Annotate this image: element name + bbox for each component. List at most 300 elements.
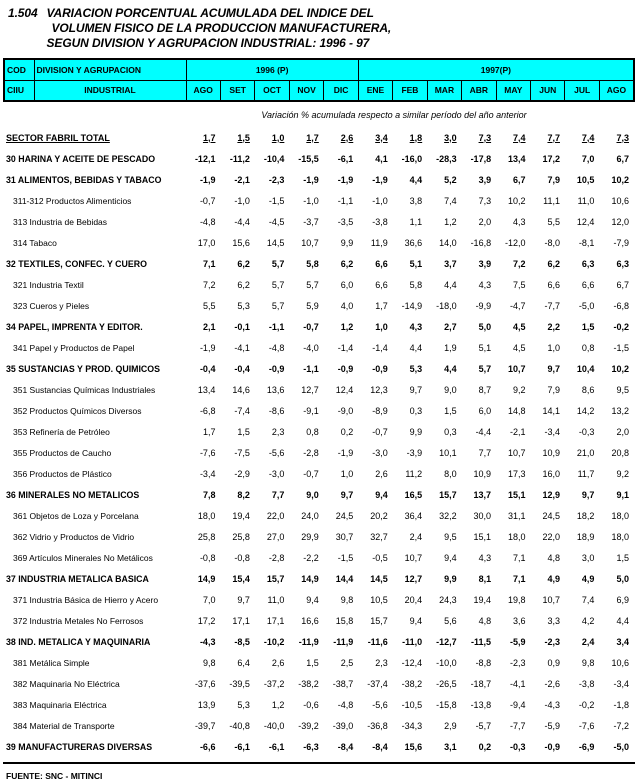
- value-cell: -0,2: [578, 699, 595, 710]
- value-cell: -8,4: [372, 741, 388, 752]
- value-cell: -11,5: [471, 636, 492, 647]
- value-cell: -13,8: [470, 699, 492, 710]
- value-cell: -2,2: [303, 552, 319, 563]
- row-label: 355 Productos de Caucho: [13, 447, 112, 458]
- value-cell: -8,1: [578, 237, 595, 248]
- row-label: 353 Refinería de Petróleo: [13, 426, 110, 437]
- value-cell: 11,1: [543, 195, 560, 206]
- value-cell: 24,5: [542, 510, 560, 521]
- table-row: [4, 358, 634, 379]
- value-cell: 17,3: [508, 468, 526, 479]
- value-cell: 12,3: [370, 384, 388, 395]
- value-cell: -6,8: [199, 405, 216, 416]
- value-cell: 29,9: [301, 531, 319, 542]
- table-number: 1.504: [8, 6, 38, 20]
- value-cell: 3,8: [409, 195, 423, 206]
- value-cell: -15,5: [298, 153, 319, 164]
- value-cell: 3,0: [581, 552, 595, 563]
- value-cell: 12,7: [301, 384, 319, 395]
- value-cell: 1,2: [271, 699, 285, 710]
- value-cell: -11,6: [367, 636, 388, 647]
- value-cell: 2,3: [271, 426, 285, 437]
- value-cell: 7,3: [478, 132, 492, 143]
- table-row: [4, 400, 634, 421]
- table-row: [4, 505, 634, 526]
- value-cell: -4,3: [199, 636, 216, 647]
- value-cell: 1,2: [340, 321, 354, 332]
- value-cell: 6,0: [340, 279, 354, 290]
- value-cell: 19,8: [508, 594, 526, 605]
- table-row: [4, 148, 634, 169]
- value-cell: 1,9: [444, 342, 457, 353]
- value-cell: -7,7: [544, 300, 560, 311]
- row-label: 30 HARINA Y ACEITE DE PESCADO: [6, 153, 156, 164]
- value-cell: 20,2: [370, 510, 388, 521]
- value-cell: 13,2: [611, 405, 629, 416]
- value-cell: 14,6: [232, 384, 250, 395]
- value-cell: 2,9: [444, 720, 457, 731]
- value-cell: 10,7: [542, 594, 560, 605]
- value-cell: 9,9: [409, 426, 423, 437]
- month-header-feb: FEB: [393, 80, 427, 101]
- value-cell: -38,2: [298, 678, 319, 689]
- table-row: [4, 547, 634, 568]
- value-cell: -0,3: [510, 741, 526, 752]
- value-cell: 18,0: [611, 531, 629, 542]
- value-cell: 9,4: [375, 489, 388, 500]
- value-cell: 9,5: [616, 384, 629, 395]
- value-cell: 10,4: [576, 363, 595, 374]
- value-cell: 21,0: [576, 447, 595, 458]
- value-cell: -1,9: [372, 174, 388, 185]
- value-cell: 1,7: [375, 300, 388, 311]
- value-cell: -1,1: [337, 195, 354, 206]
- row-label: 371 Industria Básica de Hierro y Acero: [13, 594, 159, 605]
- table-row: [4, 295, 634, 316]
- value-cell: 9,7: [581, 489, 595, 500]
- value-cell: -7,9: [613, 237, 629, 248]
- value-cell: 2,0: [616, 426, 629, 437]
- value-cell: 10,7: [508, 447, 526, 458]
- value-cell: 25,8: [197, 531, 216, 542]
- value-cell: 2,1: [202, 321, 216, 332]
- row-label: 313 Industria de Bebidas: [13, 216, 108, 227]
- value-cell: -0,5: [372, 552, 388, 563]
- value-cell: -37,4: [367, 678, 388, 689]
- value-cell: 5,0: [616, 573, 629, 584]
- value-cell: 24,5: [335, 510, 354, 521]
- value-cell: 2,6: [271, 657, 285, 668]
- month-header-ene: ENE: [358, 80, 392, 101]
- value-cell: 9,5: [444, 531, 457, 542]
- value-cell: 2,4: [409, 531, 423, 542]
- value-cell: -39,0: [332, 720, 354, 731]
- value-cell: 9,9: [444, 573, 457, 584]
- value-cell: -0,9: [268, 363, 285, 374]
- value-cell: 17,1: [232, 615, 250, 626]
- value-cell: 12,0: [611, 216, 629, 227]
- title-line-2: VOLUMEN FISICO DE LA PRODUCCION MANUFACTURERA,: [51, 21, 392, 35]
- table-row: [4, 379, 634, 400]
- value-cell: 18,2: [576, 510, 595, 521]
- table-row: [4, 442, 634, 463]
- value-cell: -1,8: [613, 699, 629, 710]
- year-1996-header: 1996 (P): [186, 59, 358, 80]
- value-cell: 4,5: [513, 342, 526, 353]
- value-cell: 9,2: [616, 468, 629, 479]
- value-cell: 2,4: [581, 636, 595, 647]
- value-cell: -3,7: [303, 216, 319, 227]
- row-label: 37 INDUSTRIA METALICA BASICA: [6, 573, 149, 584]
- value-cell: 32,2: [439, 510, 457, 521]
- row-label: 356 Productos de Plástico: [13, 468, 112, 479]
- month-header-ago-1996: AGO: [186, 80, 220, 101]
- value-cell: -38,2: [401, 678, 423, 689]
- value-cell: -1,5: [268, 195, 285, 206]
- value-cell: 6,2: [237, 279, 250, 290]
- value-cell: 14,0: [439, 237, 457, 248]
- value-cell: 10,6: [611, 657, 629, 668]
- value-cell: 19,4: [473, 594, 492, 605]
- value-cell: -1,0: [234, 195, 250, 206]
- value-cell: 3,4: [616, 636, 629, 647]
- row-label: 323 Cueros y Pieles: [13, 300, 90, 311]
- value-cell: 5,7: [271, 300, 285, 311]
- value-cell: 7,5: [513, 279, 526, 290]
- row-label: 38 IND. METALICA Y MAQUINARIA: [6, 636, 151, 647]
- value-cell: -2,3: [544, 636, 560, 647]
- value-cell: -40,8: [229, 720, 250, 731]
- value-cell: 7,2: [513, 258, 526, 269]
- value-cell: -10,5: [401, 699, 423, 710]
- value-cell: 14,1: [542, 405, 560, 416]
- value-cell: 1,5: [616, 552, 629, 563]
- value-cell: -1,9: [199, 174, 216, 185]
- value-cell: 10,9: [542, 447, 560, 458]
- value-cell: 25,8: [232, 531, 250, 542]
- value-cell: -0,6: [303, 699, 319, 710]
- value-cell: 5,7: [478, 363, 492, 374]
- value-cell: 9,8: [340, 594, 354, 605]
- value-cell: 1,0: [271, 132, 285, 143]
- table-row: [4, 232, 634, 253]
- row-label: 384 Material de Transporte: [13, 720, 115, 731]
- row-label: 321 Industria Textil: [13, 279, 84, 290]
- value-cell: -5,9: [544, 720, 560, 731]
- value-cell: -4,4: [475, 426, 492, 437]
- value-cell: -8,6: [268, 405, 285, 416]
- value-cell: -36,8: [367, 720, 388, 731]
- value-cell: 24,3: [439, 594, 457, 605]
- value-cell: 15,1: [473, 531, 492, 542]
- value-cell: 8,2: [237, 489, 250, 500]
- value-cell: 3,6: [513, 615, 526, 626]
- value-cell: 13,4: [197, 384, 216, 395]
- table-row: [4, 484, 634, 505]
- value-cell: -6,8: [613, 300, 629, 311]
- value-cell: -1,5: [613, 342, 629, 353]
- value-cell: 4,4: [616, 615, 629, 626]
- table-row: [4, 253, 634, 274]
- value-cell: 4,9: [581, 573, 595, 584]
- value-cell: -0,9: [337, 363, 354, 374]
- value-cell: 4,4: [444, 279, 457, 290]
- value-cell: -6,9: [578, 741, 595, 752]
- value-cell: -16,8: [470, 237, 492, 248]
- value-cell: 5,3: [237, 699, 250, 710]
- value-cell: -2,1: [234, 174, 250, 185]
- value-cell: 6,7: [616, 153, 629, 164]
- table-row: [4, 526, 634, 547]
- value-cell: -10,2: [263, 636, 285, 647]
- value-cell: -12,0: [505, 237, 526, 248]
- value-cell: -2,6: [544, 678, 560, 689]
- row-label: 383 Maquinaria Eléctrica: [13, 699, 107, 710]
- value-cell: 1,0: [375, 321, 388, 332]
- value-cell: -1,4: [337, 342, 354, 353]
- value-cell: 13,9: [197, 699, 216, 710]
- value-cell: 15,7: [370, 615, 388, 626]
- value-cell: -3,4: [613, 678, 629, 689]
- month-header-oct: OCT: [255, 80, 289, 101]
- value-cell: 7,4: [513, 132, 526, 143]
- value-cell: 4,3: [478, 552, 492, 563]
- value-cell: -8,4: [337, 741, 354, 752]
- value-cell: 10,2: [611, 174, 629, 185]
- value-cell: -0,7: [303, 468, 319, 479]
- value-cell: -0,3: [578, 426, 595, 437]
- value-cell: 1,0: [547, 342, 560, 353]
- value-cell: 10,2: [508, 195, 526, 206]
- value-cell: 30,7: [335, 531, 354, 542]
- value-cell: 4,4: [444, 363, 457, 374]
- value-cell: 8,6: [581, 384, 595, 395]
- value-cell: 1,5: [306, 657, 319, 668]
- value-cell: 11,9: [370, 237, 388, 248]
- value-cell: -8,0: [544, 237, 560, 248]
- value-cell: 18,0: [611, 510, 629, 521]
- value-cell: 6,2: [340, 258, 354, 269]
- value-cell: -7,6: [199, 447, 216, 458]
- value-cell: 12,4: [335, 384, 354, 395]
- value-cell: -5,7: [475, 720, 492, 731]
- value-cell: -0,8: [199, 552, 216, 563]
- value-cell: 4,5: [513, 321, 526, 332]
- value-cell: 2,5: [340, 657, 354, 668]
- value-cell: -7,2: [613, 720, 629, 731]
- value-cell: 15,7: [439, 489, 457, 500]
- value-cell: -1,4: [372, 342, 388, 353]
- value-cell: 4,8: [547, 552, 560, 563]
- value-cell: -12,7: [436, 636, 457, 647]
- value-cell: -18,0: [436, 300, 457, 311]
- value-cell: 5,1: [478, 342, 492, 353]
- value-cell: 9,4: [444, 552, 457, 563]
- value-cell: -1,1: [303, 363, 319, 374]
- value-cell: -11,9: [333, 636, 354, 647]
- value-cell: 6,2: [547, 258, 560, 269]
- value-cell: 3,0: [444, 132, 457, 143]
- value-cell: 3,7: [444, 258, 457, 269]
- value-cell: 5,7: [306, 279, 319, 290]
- value-cell: -12,4: [401, 657, 423, 668]
- value-cell: 14,9: [301, 573, 319, 584]
- value-cell: -5,6: [268, 447, 285, 458]
- value-cell: -11,9: [298, 636, 319, 647]
- value-cell: 10,7: [301, 237, 319, 248]
- value-cell: 7,7: [271, 489, 285, 500]
- value-cell: 2,6: [375, 468, 388, 479]
- value-cell: -6,1: [268, 741, 285, 752]
- value-cell: 1,7: [306, 132, 319, 143]
- value-cell: 6,7: [513, 174, 526, 185]
- value-cell: 6,7: [616, 279, 629, 290]
- value-cell: -0,8: [234, 552, 250, 563]
- value-cell: 5,6: [444, 615, 457, 626]
- row-label: 314 Tabaco: [13, 237, 57, 248]
- row-label: 351 Sustancias Químicas Industriales: [13, 384, 156, 395]
- value-cell: -4,1: [234, 342, 250, 353]
- value-cell: 7,3: [478, 195, 492, 206]
- year-1997-header: 1997(P): [358, 59, 634, 80]
- value-cell: 32,7: [370, 531, 388, 542]
- value-cell: 1,5: [237, 426, 250, 437]
- value-cell: 18,9: [576, 531, 595, 542]
- value-cell: -18,7: [470, 678, 492, 689]
- value-cell: 11,0: [267, 594, 285, 605]
- value-cell: -6,1: [234, 741, 250, 752]
- value-cell: 7,4: [581, 132, 595, 143]
- value-cell: -14,9: [401, 300, 423, 311]
- table-row: [4, 589, 634, 610]
- value-cell: -4,7: [510, 300, 526, 311]
- row-label: 311-312 Productos Alimenticios: [13, 195, 132, 206]
- table-note: Variación % acumulada respecto a similar período del año anterior: [261, 109, 527, 120]
- value-cell: -15,8: [436, 699, 457, 710]
- value-cell: -2,9: [234, 468, 250, 479]
- value-cell: 9,7: [547, 363, 560, 374]
- value-cell: -38,7: [332, 678, 354, 689]
- value-cell: -9,4: [510, 699, 526, 710]
- value-cell: 1,7: [202, 132, 216, 143]
- table-body: [4, 101, 634, 757]
- division-header: DIVISION Y AGRUPACION: [34, 59, 186, 80]
- value-cell: -8,9: [372, 405, 388, 416]
- value-cell: 0,9: [547, 657, 560, 668]
- value-cell: -39,5: [229, 678, 250, 689]
- value-cell: 10,1: [439, 447, 457, 458]
- value-cell: -2,8: [268, 552, 285, 563]
- industrial-header: INDUSTRIAL: [34, 80, 186, 101]
- value-cell: 9,2: [513, 384, 526, 395]
- value-cell: 9,8: [581, 657, 595, 668]
- value-cell: -9,0: [337, 405, 354, 416]
- month-header-jun: JUN: [531, 80, 565, 101]
- month-header-dic: DIC: [324, 80, 358, 101]
- value-cell: -0,9: [372, 363, 388, 374]
- value-cell: 14,9: [197, 573, 216, 584]
- value-cell: 6,6: [547, 279, 560, 290]
- value-cell: 10,5: [370, 594, 388, 605]
- value-cell: -8,5: [234, 636, 250, 647]
- month-header-abr: ABR: [462, 80, 496, 101]
- value-cell: 16,6: [301, 615, 319, 626]
- table-row: [4, 337, 634, 358]
- value-cell: -39,2: [298, 720, 319, 731]
- value-cell: 27,0: [266, 531, 285, 542]
- value-cell: -0,1: [234, 321, 250, 332]
- value-cell: 14,5: [266, 237, 285, 248]
- table-header: [4, 59, 634, 101]
- value-cell: -9,1: [303, 405, 319, 416]
- value-cell: 5,5: [547, 216, 560, 227]
- value-cell: 7,4: [581, 594, 595, 605]
- value-cell: 4,4: [409, 342, 423, 353]
- value-cell: 2,6: [340, 132, 354, 143]
- value-cell: 5,7: [271, 258, 285, 269]
- row-label: 369 Artículos Minerales No Metálicos: [13, 552, 153, 563]
- value-cell: 4,8: [478, 615, 492, 626]
- table-row: [4, 421, 634, 442]
- value-cell: 6,0: [478, 405, 492, 416]
- value-cell: 7,4: [444, 195, 457, 206]
- value-cell: 36,6: [404, 237, 423, 248]
- value-cell: 10,2: [611, 363, 629, 374]
- title-line-1: VARIACION PORCENTUAL ACUMULADA DEL INDICE DEL: [46, 6, 374, 20]
- value-cell: 24,0: [301, 510, 319, 521]
- ciiu-header: CIIU: [4, 80, 34, 101]
- row-label: 32 TEXTILES, CONFEC. Y CUERO: [6, 258, 147, 269]
- value-cell: 9,7: [237, 594, 250, 605]
- row-label: 36 MINERALES NO METALICOS: [6, 489, 140, 500]
- value-cell: 7,9: [547, 174, 560, 185]
- value-cell: -4,8: [199, 216, 216, 227]
- header-groups-row: [4, 59, 634, 80]
- value-cell: -16,0: [401, 153, 423, 164]
- value-cell: 17,0: [197, 237, 216, 248]
- value-cell: -1,0: [372, 195, 388, 206]
- table-row: [4, 631, 634, 652]
- value-cell: -34,3: [401, 720, 423, 731]
- value-cell: -5,9: [510, 636, 526, 647]
- value-cell: -1,1: [268, 321, 285, 332]
- table-row: [4, 274, 634, 295]
- value-cell: -1,9: [337, 174, 354, 185]
- table-footer: [3, 762, 635, 781]
- table-row: [4, 169, 634, 190]
- value-cell: 4,3: [478, 279, 492, 290]
- value-cell: 22,0: [266, 510, 285, 521]
- table-row: [4, 211, 634, 232]
- value-cell: 0,3: [409, 405, 423, 416]
- value-cell: 9,8: [202, 657, 216, 668]
- value-cell: 6,6: [375, 258, 388, 269]
- value-cell: 0,2: [478, 741, 492, 752]
- value-cell: 13,6: [266, 384, 285, 395]
- value-cell: -0,4: [199, 363, 216, 374]
- value-cell: 2,3: [375, 657, 388, 668]
- value-cell: -3,8: [578, 678, 595, 689]
- value-cell: 8,7: [478, 384, 492, 395]
- source-note: FUENTE: SNC - MITINCI: [6, 771, 103, 781]
- value-cell: 1,5: [237, 132, 250, 143]
- value-cell: 5,0: [478, 321, 492, 332]
- value-cell: 4,9: [547, 573, 560, 584]
- value-cell: 7,0: [581, 153, 595, 164]
- value-cell: -3,9: [406, 447, 423, 458]
- value-cell: 16,0: [542, 468, 560, 479]
- row-label: 39 MANUFACTURERAS DIVERSAS: [6, 741, 153, 752]
